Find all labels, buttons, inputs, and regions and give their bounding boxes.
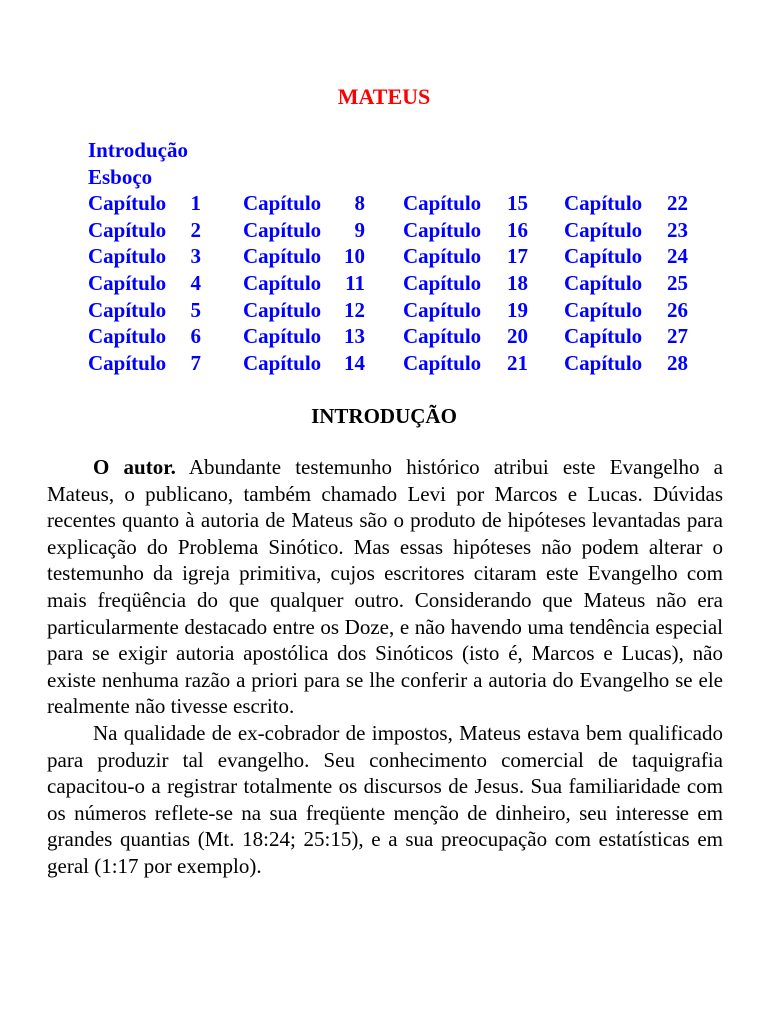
chapter-word: Capítulo [403,350,482,375]
toc-link-chapter-28[interactable] [564,350,688,377]
chapter-word: Capítulo [564,217,643,242]
chapter-word: Capítulo [564,191,643,216]
toc-link-chapter-15[interactable] [403,190,528,217]
chapter-word: Capítulo [403,244,482,269]
chapter-number: 26 [667,297,688,322]
toc-link-chapter-8[interactable] [243,190,365,217]
toc-link-chapter-16[interactable] [403,217,528,244]
chapter-word: Capítulo [243,244,322,269]
chapter-word: Capítulo [564,297,643,322]
toc-link-chapter-19[interactable] [403,297,528,324]
chapter-word: Capítulo [243,270,322,295]
chapter-number: 23 [667,217,688,242]
chapter-number: 2 [190,217,201,242]
chapter-number: 11 [345,270,365,295]
chapter-number: 1 [190,191,201,216]
chapter-number: 9 [354,217,365,242]
chapter-number: 27 [667,324,688,349]
toc-link-chapter-21[interactable] [403,350,528,377]
table-of-contents [88,137,688,376]
chapter-number: 21 [507,350,528,375]
chapter-number: 22 [667,191,688,216]
chapter-word: Capítulo [88,191,167,216]
toc-link-chapter-1[interactable] [88,190,201,217]
chapter-word: Capítulo [403,324,482,349]
chapter-word: Capítulo [403,217,482,242]
chapter-number: 7 [190,350,201,375]
chapter-grid [88,190,688,376]
toc-link-chapter-14[interactable] [243,350,365,377]
toc-link-chapter-12[interactable] [243,297,365,324]
paragraph-author [47,454,723,720]
chapter-word: Capítulo [403,297,482,322]
chapter-row [88,243,688,270]
toc-link-chapter-9[interactable] [243,217,365,244]
chapter-number: 25 [667,270,688,295]
toc-link-chapter-27[interactable] [564,323,688,350]
chapter-number: 12 [344,297,365,322]
chapter-number: 4 [190,270,201,295]
chapter-number: 19 [507,297,528,322]
toc-link-chapter-18[interactable] [403,270,528,297]
chapter-word: Capítulo [564,324,643,349]
toc-link-chapter-6[interactable] [88,323,201,350]
toc-link-chapter-17[interactable] [403,243,528,270]
chapter-number: 8 [354,191,365,216]
toc-link-outline[interactable]: Esboço [88,164,153,189]
toc-link-chapter-25[interactable] [564,270,688,297]
section-heading: INTRODUÇÃO [311,404,457,428]
chapter-row [88,270,688,297]
paragraph-text: Na qualidade de ex-cobrador de impostos, Mateus estava bem qualificado para produzir tal evangelho. Seu conhecimento comercial de taquigrafia capacitou-o a registrar totalmente os discursos de Jesus. Sua familiaridade com os números reflete-se na sua freqüente menção de dinheiro, seu interesse em grandes quantias (Mt. 18:24; 25:15), e a sua preocupação com estatísticas em geral (1:17 por exemplo). [47,720,723,878]
toc-link-chapter-23[interactable] [564,217,688,244]
chapter-number: 28 [667,350,688,375]
chapter-word: Capítulo [88,297,167,322]
toc-link-chapter-2[interactable] [88,217,201,244]
toc-link-chapter-26[interactable] [564,297,688,324]
chapter-word: Capítulo [88,324,167,349]
toc-link-chapter-4[interactable] [88,270,201,297]
chapter-word: Capítulo [88,350,167,375]
chapter-word: Capítulo [564,350,643,375]
chapter-word: Capítulo [243,297,322,322]
chapter-number: 18 [507,270,528,295]
chapter-word: Capítulo [564,270,643,295]
toc-link-chapter-3[interactable] [88,243,201,270]
chapter-number: 14 [344,350,365,375]
toc-link-chapter-22[interactable] [564,190,688,217]
chapter-word: Capítulo [243,191,322,216]
chapter-number: 5 [190,297,201,322]
chapter-number: 16 [507,217,528,242]
chapter-number: 24 [667,244,688,269]
chapter-word: Capítulo [243,350,322,375]
chapter-word: Capítulo [564,244,643,269]
toc-link-chapter-20[interactable] [403,323,528,350]
paragraph-lead: O autor. [93,455,176,479]
chapter-number: 6 [190,324,201,349]
body-text [47,454,723,880]
chapter-row [88,297,688,324]
chapter-word: Capítulo [243,324,322,349]
chapter-number: 20 [507,324,528,349]
toc-link-introduction[interactable]: Introdução [88,138,188,162]
chapter-word: Capítulo [243,217,322,242]
chapter-number: 13 [344,324,365,349]
chapter-word: Capítulo [403,270,482,295]
paragraph-qualification [47,720,723,880]
chapter-word: Capítulo [88,217,167,242]
page-title: MATEUS [337,84,431,109]
chapter-number: 3 [190,244,201,269]
chapter-number: 10 [344,244,365,269]
toc-link-chapter-10[interactable] [243,243,365,270]
chapter-word: Capítulo [88,270,167,295]
chapter-row [88,323,688,350]
paragraph-text: Abundante testemunho histórico atribui este Evangelho a Mateus, o publicano, também chamado Levi por Marcos e Lucas. Dúvidas recentes quanto à autoria de Mateus são o produto de hipóteses levantadas para explicação do Problema Sinótico. Mas essas hipóteses não podem alterar o testemunho da igreja primitiva, cujos escritores citaram este Evangelho com mais freqüência do que qualquer outro. Considerando que Mateus não era particularmente destacado entre os Doze, e não havendo uma tendência especial para se exigir autoria apostólica dos Sinóticos (isto é, Marcos e Lucas), não existe nenhuma razão a priori para se lhe conferir a autoria do Evangelho se ele realmente não tivesse escrito. [47,455,723,719]
toc-link-chapter-5[interactable] [88,297,201,324]
toc-link-chapter-7[interactable] [88,350,201,377]
chapter-word: Capítulo [403,191,482,216]
toc-link-chapter-24[interactable] [564,243,688,270]
chapter-row [88,350,688,377]
chapter-word: Capítulo [88,244,167,269]
chapter-number: 17 [507,244,528,269]
chapter-row [88,217,688,244]
chapter-number: 15 [507,191,528,216]
chapter-row [88,190,688,217]
toc-link-chapter-13[interactable] [243,323,365,350]
toc-link-chapter-11[interactable] [243,270,365,297]
